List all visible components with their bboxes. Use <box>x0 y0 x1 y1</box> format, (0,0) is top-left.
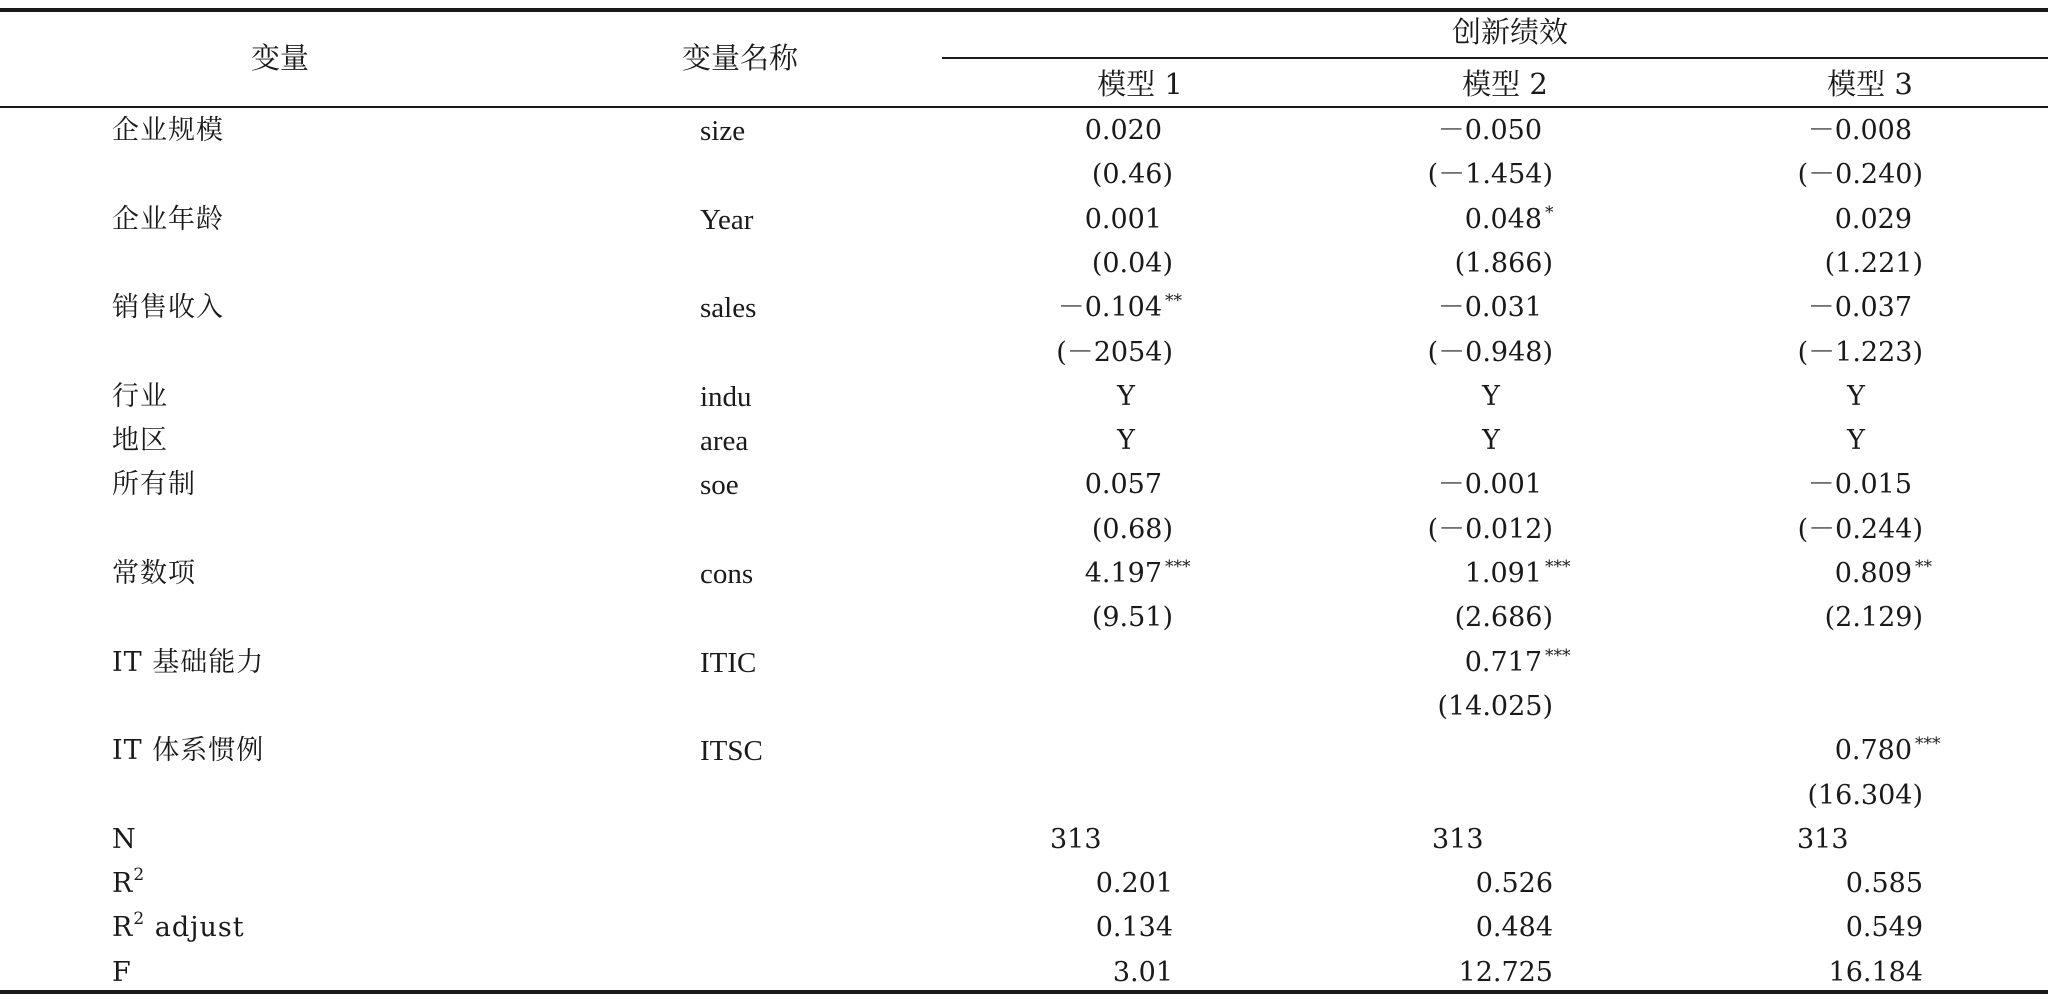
t-statistic: (0.04) <box>1091 247 1173 279</box>
stat-label-suffix: adjust <box>145 912 245 944</box>
header-variable: 变量 <box>250 41 309 75</box>
row-label: 企业规模 <box>112 115 224 146</box>
coefficient <box>1058 288 1205 328</box>
control-flag: Y <box>1847 380 1865 412</box>
stat-value: 313 <box>1050 823 1102 855</box>
t-statistic: (14.025) <box>1437 690 1553 722</box>
header-variable-name: 变量名称 <box>681 41 798 75</box>
row-code: ITSC <box>700 735 763 768</box>
row-code: cons <box>700 558 754 590</box>
coefficient <box>1835 554 1955 594</box>
coefficient <box>1808 465 1955 505</box>
row-code: ITIC <box>700 646 757 679</box>
stat-value: 12.725 <box>1458 956 1553 988</box>
row-label: 销售收入 <box>112 292 224 324</box>
significance-stars: * <box>1545 202 1554 223</box>
header-bottom-rule <box>0 106 2048 108</box>
top-rule <box>0 8 2048 12</box>
coefficient-value: －0.001 <box>1437 469 1542 501</box>
t-statistic: (2.129) <box>1824 602 1923 634</box>
coefficient-value: 0.020 <box>1084 115 1162 146</box>
row-label: 企业年龄 <box>112 203 224 235</box>
coefficient-value: －0.015 <box>1807 469 1912 501</box>
significance-stars: ** <box>1165 291 1182 312</box>
coefficient <box>1808 111 1955 151</box>
stat-value: 313 <box>1797 823 1849 855</box>
stat-value: 0.549 <box>1845 912 1923 944</box>
stat-value: 16.184 <box>1828 956 1923 988</box>
coefficient <box>1438 111 1585 151</box>
control-flag: Y <box>1482 380 1500 412</box>
t-statistic: (－0.244) <box>1797 513 1923 545</box>
control-flag: Y <box>1847 425 1865 457</box>
t-statistic: (9.51) <box>1091 602 1173 634</box>
coefficient <box>1465 643 1585 683</box>
coefficient-value: －0.031 <box>1437 292 1542 324</box>
t-statistic: (1.221) <box>1824 247 1923 279</box>
t-statistic: (16.304) <box>1807 779 1923 811</box>
significance-stars: *** <box>1545 645 1571 666</box>
coefficient <box>1085 200 1205 240</box>
stat-value: 3.01 <box>1112 956 1173 988</box>
coefficient-value: 0.001 <box>1084 203 1162 235</box>
coefficient <box>1465 554 1585 594</box>
row-code: size <box>700 115 746 147</box>
coefficient-value: 0.780 <box>1834 735 1912 767</box>
stat-label <box>112 820 137 860</box>
stat-value: 313 <box>1432 823 1484 855</box>
header-model-3: 模型 3 <box>1827 67 1913 101</box>
coefficient <box>1835 731 1955 771</box>
stat-label <box>112 908 245 948</box>
control-flag: Y <box>1117 425 1135 457</box>
t-statistic: (－2054) <box>1056 336 1173 368</box>
coefficient <box>1835 200 1955 240</box>
stat-value: 0.201 <box>1095 868 1173 900</box>
significance-stars: ** <box>1915 557 1932 577</box>
row-code: Year <box>700 203 754 236</box>
header-model-2: 模型 2 <box>1462 67 1548 101</box>
header-model-1: 模型 1 <box>1097 67 1183 101</box>
significance-stars: *** <box>1915 734 1941 755</box>
coefficient-value: 1.091 <box>1464 558 1542 589</box>
stat-value: 0.585 <box>1845 868 1923 900</box>
stat-label-text: F <box>112 956 132 988</box>
stat-label <box>112 953 132 993</box>
coefficient <box>1085 554 1205 594</box>
coefficient <box>1085 111 1205 151</box>
row-code: indu <box>700 380 752 413</box>
row-label: IT 基础能力 <box>112 646 265 678</box>
stat-value: 0.526 <box>1475 868 1553 900</box>
coefficient-value: 0.048 <box>1464 203 1542 235</box>
row-code: soe <box>700 469 739 502</box>
t-statistic: (2.686) <box>1454 602 1553 634</box>
t-statistic: (－0.948) <box>1427 336 1553 368</box>
coefficient-value: 0.057 <box>1084 469 1162 501</box>
coefficient-value: －0.104 <box>1057 292 1162 324</box>
coefficient-value: 0.809 <box>1834 558 1912 589</box>
row-code: sales <box>700 292 757 325</box>
t-statistic: (－1.454) <box>1427 159 1553 191</box>
control-flag: Y <box>1482 425 1500 457</box>
stat-label-text: R <box>112 912 134 944</box>
stat-value: 0.134 <box>1095 912 1173 944</box>
significance-stars: *** <box>1165 557 1191 577</box>
coefficient-value: －0.050 <box>1437 115 1542 146</box>
stat-value: 0.484 <box>1475 912 1553 944</box>
superscript: 2 <box>133 909 146 930</box>
row-code: area <box>700 425 749 458</box>
superscript: 2 <box>133 865 146 886</box>
row-label: 所有制 <box>112 469 196 501</box>
coefficient-value: －0.037 <box>1807 292 1912 324</box>
coefficient <box>1438 288 1585 328</box>
row-label: IT 体系惯例 <box>112 735 265 767</box>
coefficient <box>1085 465 1205 505</box>
t-statistic: (－0.240) <box>1797 159 1923 191</box>
coefficient <box>1808 288 1955 328</box>
row-label: 常数项 <box>112 558 196 589</box>
t-statistic: (1.866) <box>1454 247 1553 279</box>
coefficient-value: 0.029 <box>1834 203 1912 235</box>
coefficient-value: －0.008 <box>1807 115 1912 146</box>
t-statistic: (－0.012) <box>1427 513 1553 545</box>
t-statistic: (0.68) <box>1091 513 1173 545</box>
stat-label-text: R <box>112 868 134 900</box>
bottom-rule <box>0 990 2048 994</box>
header-innovation-performance: 创新绩效 <box>1451 15 1568 49</box>
coefficient <box>1438 465 1585 505</box>
stat-label <box>112 864 145 904</box>
t-statistic: (－1.223) <box>1797 336 1923 368</box>
control-flag: Y <box>1117 380 1135 412</box>
significance-stars: *** <box>1545 557 1571 577</box>
coefficient <box>1465 200 1585 240</box>
row-label: 行业 <box>112 380 168 412</box>
header-group-rule <box>942 57 2048 59</box>
row-label: 地区 <box>112 425 168 457</box>
t-statistic: (0.46) <box>1091 159 1173 191</box>
stat-label-text: N <box>112 823 137 855</box>
coefficient-value: 0.717 <box>1464 646 1542 678</box>
coefficient-value: 4.197 <box>1084 558 1162 589</box>
